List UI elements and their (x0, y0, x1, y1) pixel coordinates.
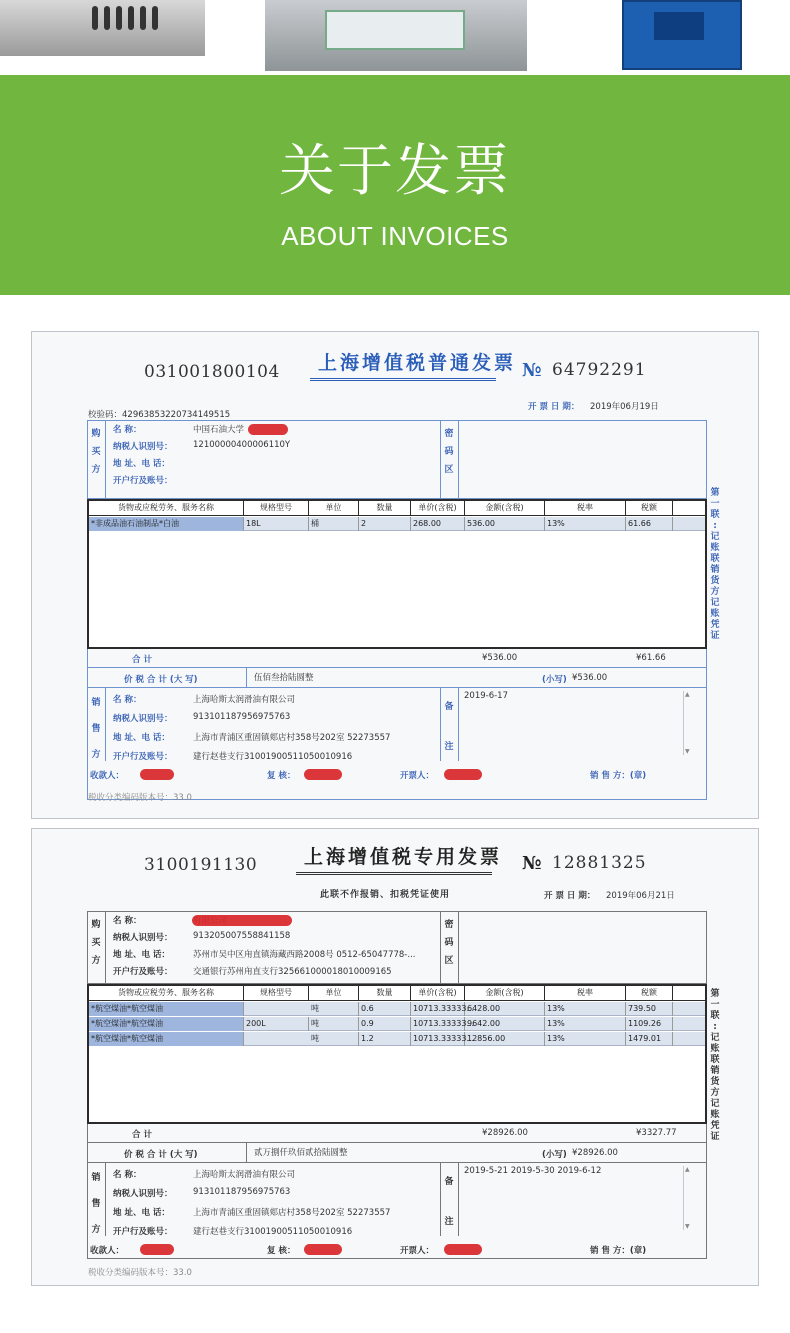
tax-total-label: 价 税 合 计 (大 写) (124, 1150, 198, 1160)
remarks-text: 2019-6-17 (464, 691, 508, 701)
column-header: 规格型号 (244, 986, 309, 1000)
seller-seal-label: 销 售 方：(章) (590, 1246, 647, 1256)
table-cell: 536.00 (465, 517, 545, 531)
table-cell: 200L (244, 1017, 309, 1031)
table-cell: 12856.00 (465, 1032, 545, 1046)
table-cell: 1.2 (359, 1032, 411, 1046)
table-row (89, 1017, 705, 1031)
side-note-char: 货 (710, 1077, 720, 1087)
table-cell: 吨 (309, 1017, 359, 1031)
column-header: 货物或应税劳务、服务名称 (89, 986, 244, 1000)
table-row (89, 1032, 705, 1046)
buyer-field-value: 苏州市吴中区甪直镇海藏西路2008号 0512-65047778-... (193, 950, 416, 960)
binder-holes-left (36, 332, 56, 818)
divider (87, 1142, 707, 1143)
seller-field-label: 名 称： (113, 695, 142, 705)
seller-field-value: 建行赵巷支行31001900511050010916 (193, 1227, 353, 1237)
seller-field-label: 纳税人识别号： (113, 714, 173, 724)
table-cell: 10713.33333... (411, 1017, 465, 1031)
side-note-char: 联 (710, 1011, 720, 1021)
redaction-mark (444, 1244, 482, 1255)
side-note-char: 记 (710, 1099, 720, 1109)
side-note-char: 方 (710, 1088, 720, 1098)
tax-code-version: 税收分类编码版本号：33.0 (88, 793, 192, 803)
remarks-text: 2019-5-21 2019-5-30 2019-6-12 (464, 1166, 602, 1176)
buyer-side-label: 方 (91, 465, 101, 475)
remarks-label: 注 (444, 1217, 454, 1227)
title-underline (310, 378, 496, 381)
check-code: 校验码：42963853220734149515 (88, 410, 231, 420)
reviewer-label: 复 核： (267, 1246, 296, 1256)
tax-total-small-label: (小写) (542, 675, 567, 685)
redaction-mark (444, 769, 482, 780)
side-note-char: 第 (710, 989, 720, 999)
number-symbol: № (522, 853, 542, 874)
seller-seal-label: 销 售 方：(章) (590, 771, 647, 781)
divider (458, 420, 459, 498)
table-cell: 1109.26 (626, 1017, 673, 1031)
table-cell: 10713.33333... (411, 1002, 465, 1016)
side-note-char: 一 (710, 1000, 720, 1010)
seller-field-value: 建行赵巷支行31001900511050010916 (193, 752, 353, 762)
issuer-label: 开票人： (400, 1246, 435, 1256)
seller-side-label: 售 (91, 1199, 101, 1209)
issue-date-label: 开 票 日 期： (544, 891, 596, 901)
redaction-mark (304, 1244, 342, 1255)
number-symbol: № (522, 360, 542, 381)
column-header: 税额 (626, 986, 673, 1000)
column-header: 数量 (359, 986, 411, 1000)
table-cell: 268.00 (411, 517, 465, 531)
table-cell: 6428.00 (465, 1002, 545, 1016)
table-cell: 10713.33333... (411, 1032, 465, 1046)
buyer-field-label: 地 址、电 话： (113, 459, 170, 469)
table-cell: 桶 (309, 517, 359, 531)
side-note-char: 联 (710, 554, 720, 564)
side-note-char: 证 (710, 631, 720, 641)
table-cell: 吨 (309, 1032, 359, 1046)
side-note-char: 账 (710, 609, 720, 619)
receiver-label: 收款人： (90, 771, 125, 781)
total-label: 合 计 (132, 1130, 152, 1140)
binder-holes-left (36, 829, 56, 1285)
redaction-mark (192, 915, 292, 926)
cipher-area-label: 区 (444, 465, 454, 475)
side-note-char: 证 (710, 1132, 720, 1142)
seller-field-label: 纳税人识别号： (113, 1189, 173, 1199)
table-cell: 0.9 (359, 1017, 411, 1031)
side-note-char: 联 (710, 1055, 720, 1065)
buyer-field-label: 名 称： (113, 916, 142, 926)
total-tax: ¥61.66 (636, 653, 666, 663)
redaction-mark (140, 769, 174, 780)
buyer-field-label: 地 址、电 话： (113, 950, 170, 960)
side-note-char: 记 (710, 598, 720, 608)
column-header: 规格型号 (244, 501, 309, 515)
seller-side-label: 方 (91, 1225, 101, 1235)
reviewer-label: 复 核： (267, 771, 296, 781)
goods-table (87, 984, 707, 1124)
divider (440, 420, 441, 498)
divider (440, 1162, 441, 1236)
column-header: 金额(含税) (465, 501, 545, 515)
table-cell: 2 (359, 517, 411, 531)
table-cell: 13% (545, 1017, 626, 1031)
side-note-char: 凭 (710, 1121, 720, 1131)
goods-table-header (89, 986, 705, 1001)
buyer-side-label: 买 (91, 447, 101, 457)
divider (87, 687, 707, 688)
column-header: 数量 (359, 501, 411, 515)
invoice-title: 上海增值税普通发票 (318, 352, 517, 374)
side-note-char: 账 (710, 1110, 720, 1120)
cipher-area-label: 密 (444, 429, 454, 439)
buyer-field-value: 12100000400006110Y (193, 440, 291, 450)
column-header: 单位 (309, 501, 359, 515)
seller-field-label: 地 址、电 话： (113, 1208, 170, 1218)
side-note-char: 账 (710, 1044, 720, 1054)
side-note-char: 销 (710, 1066, 720, 1076)
divider (246, 667, 247, 687)
buyer-side-label: 买 (91, 938, 101, 948)
tax-total-label: 价 税 合 计 (大 写) (124, 675, 198, 685)
table-cell: 9642.00 (465, 1017, 545, 1031)
buyer-side-label: 方 (91, 956, 101, 966)
tax-total-small-label: (小写) (542, 1150, 567, 1160)
tax-total-words: 伍佰叁拾陆圆整 (254, 673, 314, 683)
column-header: 单位 (309, 986, 359, 1000)
table-cell: *航空煤油*航空煤油 (89, 1032, 244, 1046)
issue-date: 2019年06月21日 (606, 891, 675, 901)
buyer-side-label: 购 (91, 429, 101, 439)
tax-total-small: ¥536.00 (572, 673, 608, 683)
column-header: 金额(含税) (465, 986, 545, 1000)
issue-date-label: 开 票 日 期： (528, 402, 580, 412)
invoice-code: 3100191130 (144, 855, 258, 875)
divider (87, 1162, 707, 1163)
seller-field-value: 上海市青浦区重固镇郏店村358号202室 52273557 (193, 733, 391, 743)
table-cell: 1479.01 (626, 1032, 673, 1046)
remarks-label: 备 (444, 702, 454, 712)
side-note-char: 账 (710, 543, 720, 553)
seller-field-label: 开户行及账号： (113, 752, 173, 762)
side-note-char: 销 (710, 565, 720, 575)
buyer-field-label: 开户行及账号： (113, 476, 173, 486)
side-note-char: 凭 (710, 620, 720, 630)
total-amount: ¥536.00 (482, 653, 518, 663)
buyer-side-label: 购 (91, 920, 101, 930)
issuer-label: 开票人： (400, 771, 435, 781)
table-cell: 吨 (309, 1002, 359, 1016)
seller-field-label: 名 称： (113, 1170, 142, 1180)
total-tax: ¥3327.77 (636, 1128, 677, 1138)
goods-table-header (89, 501, 705, 516)
seller-field-value: 上海哈斯太润滑油有限公司 (193, 1170, 296, 1180)
table-cell: *航空煤油*航空煤油 (89, 1017, 244, 1031)
column-header: 税率 (545, 501, 626, 515)
buyer-field-value: 交通银行苏州甪直支行325661000018010009165 (193, 967, 392, 977)
seller-side-label: 方 (91, 750, 101, 760)
seller-side-label: 销 (91, 1173, 101, 1183)
invoice-general (31, 331, 759, 819)
invoice-title: 上海增值税专用发票 (304, 846, 503, 868)
invoice-code: 031001800104 (144, 362, 280, 382)
column-header: 税额 (626, 501, 673, 515)
binder-holes-right (734, 332, 754, 818)
tax-code-version: 税收分类编码版本号：33.0 (88, 1268, 192, 1278)
side-note-char: 记 (710, 532, 720, 542)
section-banner (0, 75, 790, 295)
banner-title: 关于发票 (279, 139, 511, 204)
divider (458, 687, 459, 761)
table-cell: 61.66 (626, 517, 673, 531)
table-row (89, 1002, 705, 1016)
remarks-label: 注 (444, 742, 454, 752)
cipher-area-label: 区 (444, 956, 454, 966)
usage-notice: 此联不作报销、扣税凭证使用 (320, 890, 451, 900)
buyer-field-label: 纳税人识别号： (113, 442, 173, 452)
issue-date: 2019年06月19日 (590, 402, 659, 412)
remarks-label: 备 (444, 1177, 454, 1187)
tax-total-small: ¥28926.00 (572, 1148, 618, 1158)
cipher-area-label: 码 (444, 447, 454, 457)
seller-field-value: 913101187956975763 (193, 712, 291, 722)
receiver-label: 收款人： (90, 1246, 125, 1256)
side-note-char: : (713, 521, 717, 531)
side-note-char: 记 (710, 1033, 720, 1043)
remarks-scrollbar[interactable] (683, 691, 693, 755)
divider (105, 420, 106, 498)
remarks-scrollbar[interactable] (683, 1166, 693, 1230)
column-header: 税率 (545, 986, 626, 1000)
column-header: 单价(含税) (411, 501, 465, 515)
redaction-mark (140, 1244, 174, 1255)
divider (105, 911, 106, 983)
divider (87, 667, 707, 668)
divider (105, 1162, 106, 1236)
factory-photo (265, 0, 527, 71)
cipher-area-label: 码 (444, 938, 454, 948)
divider (458, 911, 459, 983)
side-note-char: 货 (710, 576, 720, 586)
table-cell: 13% (545, 1002, 626, 1016)
divider (105, 687, 106, 761)
table-row (89, 517, 705, 531)
invoice-special (31, 828, 759, 1286)
table-cell: 0.6 (359, 1002, 411, 1016)
total-label: 合 计 (132, 655, 152, 665)
cipher-area-label: 密 (444, 920, 454, 930)
table-cell: 13% (545, 517, 626, 531)
column-header: 单价(含税) (411, 986, 465, 1000)
seller-field-value: 上海哈斯太润滑油有限公司 (193, 695, 296, 705)
seller-field-label: 开户行及账号： (113, 1227, 173, 1237)
buyer-field-label: 开户行及账号： (113, 967, 173, 977)
invoice-number: 64792291 (552, 360, 647, 380)
table-cell: *非成品油石油制品*白油 (89, 517, 244, 531)
banner-subtitle: ABOUT INVOICES (281, 221, 509, 251)
buyer-field-value: 中国石油大学 (193, 425, 245, 435)
invoice-number: 12881325 (552, 853, 647, 873)
machine-photo-1 (0, 0, 205, 56)
seller-side-label: 销 (91, 698, 101, 708)
seller-side-label: 售 (91, 724, 101, 734)
column-header: 货物或应税劳务、服务名称 (89, 501, 244, 515)
divider (246, 1142, 247, 1162)
seller-field-value: 913101187956975763 (193, 1187, 291, 1197)
goods-table (87, 499, 707, 649)
divider (458, 1162, 459, 1236)
machine-photo-2 (612, 0, 758, 75)
tax-total-words: 贰万捌仟玖佰贰拾陆圆整 (254, 1148, 348, 1158)
table-cell: *航空煤油*航空煤油 (89, 1002, 244, 1016)
title-underline (296, 872, 492, 875)
table-cell: 18L (244, 517, 309, 531)
redaction-mark (248, 424, 288, 435)
side-note-char: 一 (710, 499, 720, 509)
side-note-char: 第 (710, 488, 720, 498)
seller-field-label: 地 址、电 话： (113, 733, 170, 743)
divider (440, 687, 441, 761)
redaction-mark (304, 769, 342, 780)
divider (440, 911, 441, 983)
buyer-field-value: 913205007558841158 (193, 931, 291, 941)
side-note-char: 方 (710, 587, 720, 597)
binder-holes-right (734, 829, 754, 1285)
table-cell: 13% (545, 1032, 626, 1046)
table-cell: 739.50 (626, 1002, 673, 1016)
buyer-field-label: 纳税人识别号： (113, 933, 173, 943)
seller-field-value: 上海市青浦区重固镇郏店村358号202室 52273557 (193, 1208, 391, 1218)
side-note-char: : (713, 1022, 717, 1032)
buyer-field-label: 名 称： (113, 425, 142, 435)
side-note-char: 联 (710, 510, 720, 520)
product-photo-strip (0, 0, 790, 75)
total-amount: ¥28926.00 (482, 1128, 528, 1138)
